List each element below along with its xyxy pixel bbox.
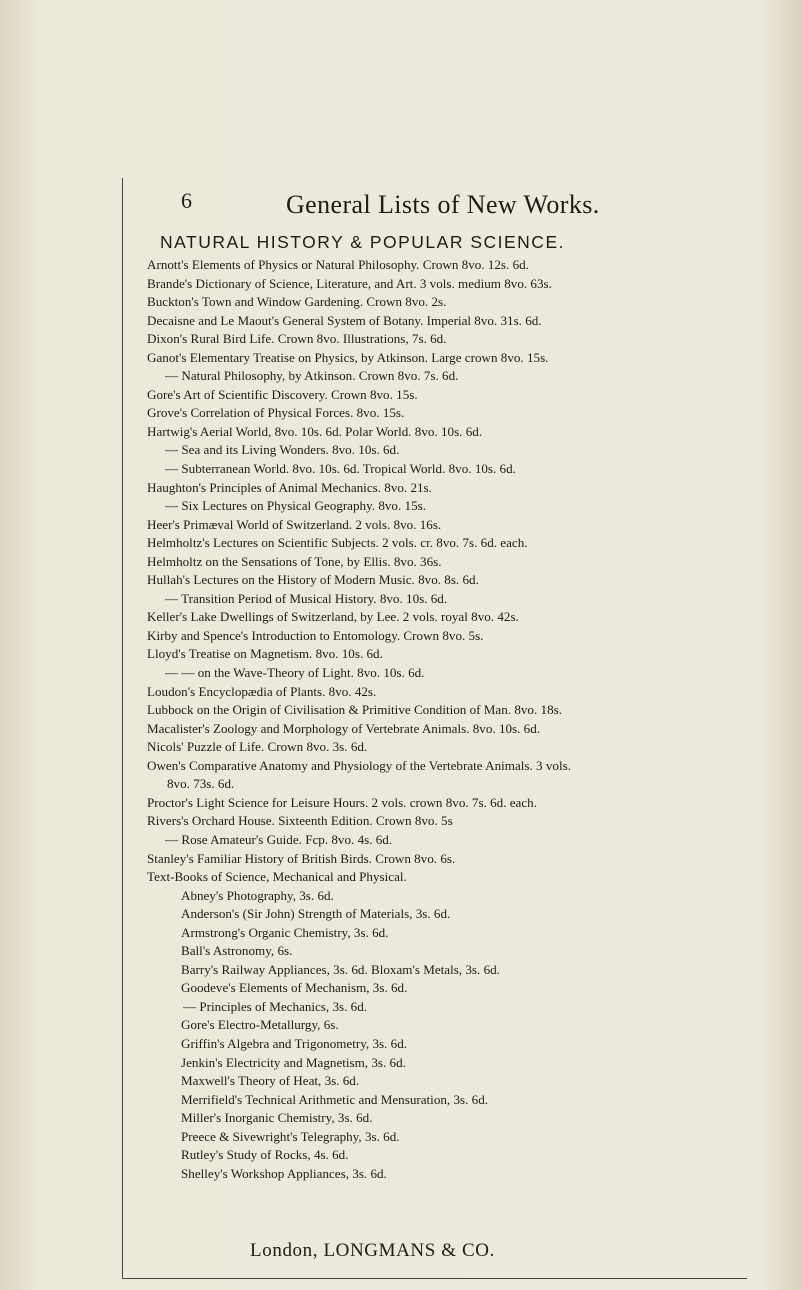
- book-entry: Griffin's Algebra and Trigonometry, 3s. 6d.: [181, 1035, 408, 1051]
- book-entry: — Principles of Mechanics, 3s. 6d.: [183, 998, 368, 1014]
- book-entry: Maxwell's Theory of Heat, 3s. 6d.: [181, 1073, 360, 1089]
- page-number: 6: [181, 188, 193, 213]
- book-entry: Merrifield's Technical Arithmetic and Mensuration, 3s. 6d.: [181, 1091, 489, 1107]
- book-entry: Stanley's Familiar History of British Birds. Crown 8vo. 6s.: [147, 850, 456, 866]
- book-entry: Miller's Inorganic Chemistry, 3s. 6d.: [181, 1110, 373, 1126]
- book-entry: Lloyd's Treatise on Magnetism. 8vo. 10s. 6d.: [147, 646, 383, 662]
- book-entry: — Transition Period of Musical History. 8vo. 10s. 6d.: [165, 590, 448, 606]
- book-list: [147, 256, 767, 1183]
- book-entry: 8vo. 73s. 6d.: [167, 776, 235, 792]
- book-entry: Haughton's Principles of Animal Mechanics. 8vo. 21s.: [147, 479, 432, 495]
- book-entry: Hartwig's Aerial World, 8vo. 10s. 6d. Polar World. 8vo. 10s. 6d.: [147, 423, 483, 439]
- book-entry: Heer's Primæval World of Switzerland. 2 vols. 8vo. 16s.: [147, 516, 442, 532]
- book-entry: Helmholtz's Lectures on Scientific Subjects. 2 vols. cr. 8vo. 7s. 6d. each.: [147, 535, 528, 551]
- book-entry: Rutley's Study of Rocks, 4s. 6d.: [181, 1147, 349, 1163]
- book-entry: Decaisne and Le Maout's General System of Botany. Imperial 8vo. 31s. 6d.: [147, 312, 542, 328]
- book-entry: Keller's Lake Dwellings of Switzerland, by Lee. 2 vols. royal 8vo. 42s.: [147, 609, 519, 625]
- book-entry: — — on the Wave-Theory of Light. 8vo. 10s. 6d.: [165, 665, 425, 681]
- book-entry: Preece & Sivewright's Telegraphy, 3s. 6d.: [181, 1128, 400, 1144]
- book-entry: Shelley's Workshop Appliances, 3s. 6d.: [181, 1165, 387, 1181]
- book-entry: Kirby and Spence's Introduction to Entomology. Crown 8vo. 5s.: [147, 627, 484, 643]
- book-entry: Ball's Astronomy, 6s.: [181, 943, 293, 959]
- book-entry: Arnott's Elements of Physics or Natural Philosophy. Crown 8vo. 12s. 6d.: [147, 257, 529, 272]
- running-head: [138, 188, 758, 228]
- book-entry: Rivers's Orchard House. Sixteenth Edition. Crown 8vo. 5s: [147, 813, 453, 829]
- book-entry: Lubbock on the Origin of Civilisation & Primitive Condition of Man. 8vo. 18s.: [147, 702, 562, 718]
- book-entry: — Rose Amateur's Guide. Fcp. 8vo. 4s. 6d.: [165, 831, 393, 847]
- book-entry: Hullah's Lectures on the History of Modern Music. 8vo. 8s. 6d.: [147, 572, 479, 588]
- book-entry: Dixon's Rural Bird Life. Crown 8vo. Illustrations, 7s. 6d.: [147, 331, 447, 347]
- publisher-footer: [0, 1240, 801, 1262]
- book-entry: Grove's Correlation of Physical Forces. 8vo. 15s.: [147, 405, 405, 421]
- left-border-rule: [122, 178, 123, 1278]
- book-entry: Gore's Art of Scientific Discovery. Crown 8vo. 15s.: [147, 386, 418, 402]
- book-entry: Nicols' Puzzle of Life. Crown 8vo. 3s. 6d.: [147, 739, 368, 755]
- book-entry: Owen's Comparative Anatomy and Physiology of the Vertebrate Animals. 3 vols.: [147, 757, 571, 773]
- book-entry: Armstrong's Organic Chemistry, 3s. 6d.: [181, 924, 389, 940]
- book-entry: — Six Lectures on Physical Geography. 8vo. 15s.: [165, 498, 426, 514]
- book-entry: Brande's Dictionary of Science, Literature, and Art. 3 vols. medium 8vo. 63s.: [147, 275, 552, 291]
- section-heading: NATURAL HISTORY & POPULAR SCIENCE.: [160, 232, 565, 252]
- book-entry: Gore's Electro-Metallurgy, 6s.: [181, 1017, 339, 1033]
- book-entry: Abney's Photography, 3s. 6d.: [181, 887, 334, 903]
- book-entry: Anderson's (Sir John) Strength of Materials, 3s. 6d.: [181, 906, 451, 922]
- book-entry: Proctor's Light Science for Leisure Hours. 2 vols. crown 8vo. 7s. 6d. each.: [147, 794, 537, 810]
- book-entry: Barry's Railway Appliances, 3s. 6d. Bloxam's Metals, 3s. 6d.: [181, 961, 500, 977]
- page-title: General Lists of New Works.: [286, 190, 600, 219]
- book-entry: Buckton's Town and Window Gardening. Crown 8vo. 2s.: [147, 294, 447, 310]
- book-entry: Text-Books of Science, Mechanical and Physical.: [147, 869, 407, 885]
- book-entry: Loudon's Encyclopædia of Plants. 8vo. 42s.: [147, 683, 377, 699]
- book-entry: — Sea and its Living Wonders. 8vo. 10s. 6d.: [165, 442, 400, 458]
- book-entry: Helmholtz on the Sensations of Tone, by Ellis. 8vo. 36s.: [147, 553, 442, 569]
- publisher-imprint: London, LONGMANS & CO.: [250, 1240, 495, 1261]
- book-entry: Macalister's Zoology and Morphology of Vertebrate Animals. 8vo. 10s. 6d.: [147, 720, 541, 736]
- book-entry: Ganot's Elementary Treatise on Physics, by Atkinson. Large crown 8vo. 15s.: [147, 349, 549, 365]
- book-entry: Jenkin's Electricity and Magnetism, 3s. 6d.: [181, 1054, 406, 1070]
- book-entry: — Natural Philosophy, by Atkinson. Crown 8vo. 7s. 6d.: [165, 368, 459, 384]
- book-entry: Goodeve's Elements of Mechanism, 3s. 6d.: [181, 980, 408, 996]
- book-entry: — Subterranean World. 8vo. 10s. 6d. Tropical World. 8vo. 10s. 6d.: [165, 461, 516, 477]
- bottom-border-rule: [122, 1278, 747, 1279]
